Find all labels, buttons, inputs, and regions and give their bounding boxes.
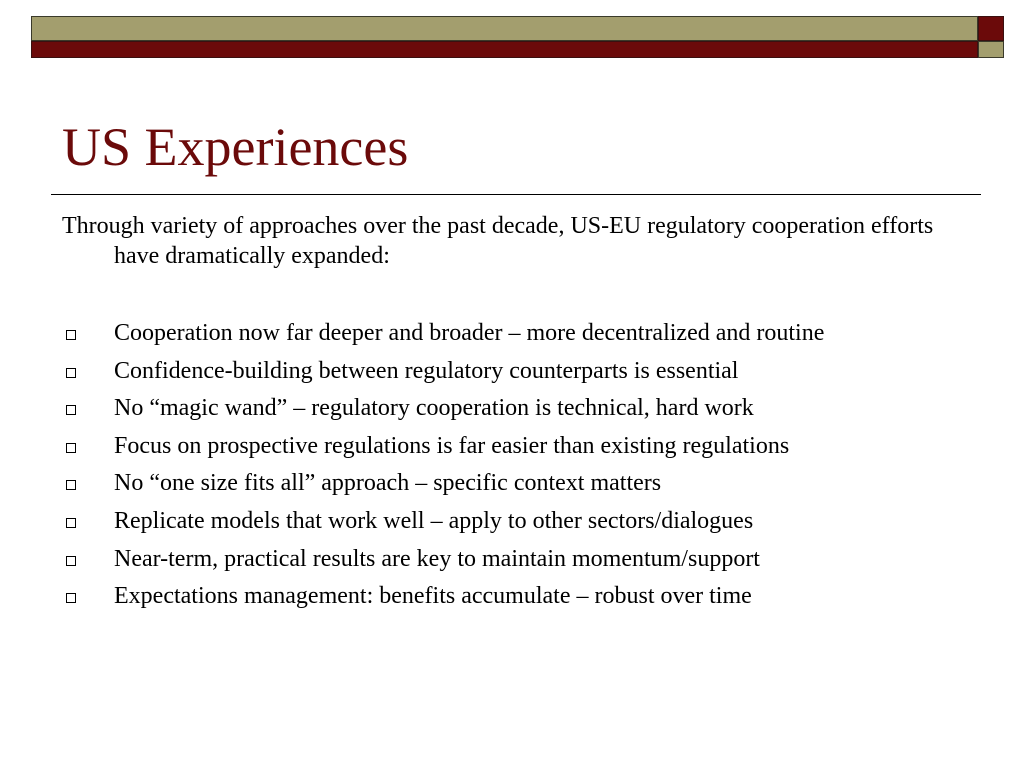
bullet-text: Cooperation now far deeper and broader – more decentralized and routine [114,320,825,346]
bullet-text: No “one size fits all” approach – specific context matters [114,470,662,497]
square-bullet-icon [66,330,76,340]
square-bullet-icon [66,480,76,490]
bullet-text: Confidence-building between regulatory counterparts is essential [114,357,739,384]
list-item [62,503,1002,541]
square-bullet-icon [66,518,76,528]
list-item [62,353,1002,391]
bullet-list [62,315,1002,616]
square-bullet-icon [66,405,76,415]
bullet-text: Replicate models that work well – apply to other sectors/dialogues [114,507,754,534]
title-divider [51,194,981,195]
header-bar-maroon [31,41,978,58]
square-bullet-icon [66,593,76,603]
intro-paragraph: Through variety of approaches over the past decade, US-EU regulatory cooperation efforts have dramatically expanded: [62,213,934,269]
bullet-text: Near-term, practical results are key to maintain momentum/support [114,545,760,572]
bullet-text: No “magic wand” – regulatory cooperation is technical, hard work [114,395,754,422]
header-bar-olive [31,16,978,41]
square-bullet-icon [66,556,76,566]
list-item [62,428,1002,466]
bullet-text: Expectations management: benefits accumulate – robust over time [114,583,752,610]
list-item [62,390,1002,428]
bullet-text: Focus on prospective regulations is far easier than existing regulations [114,432,790,459]
list-item [62,465,1002,503]
list-item [62,578,1002,616]
list-item [62,541,1002,579]
square-bullet-icon [66,443,76,453]
slide-title: US Experiences [62,117,409,177]
header-square-maroon [978,16,1004,41]
header-square-olive [978,41,1004,58]
list-item [62,315,1002,353]
square-bullet-icon [66,368,76,378]
